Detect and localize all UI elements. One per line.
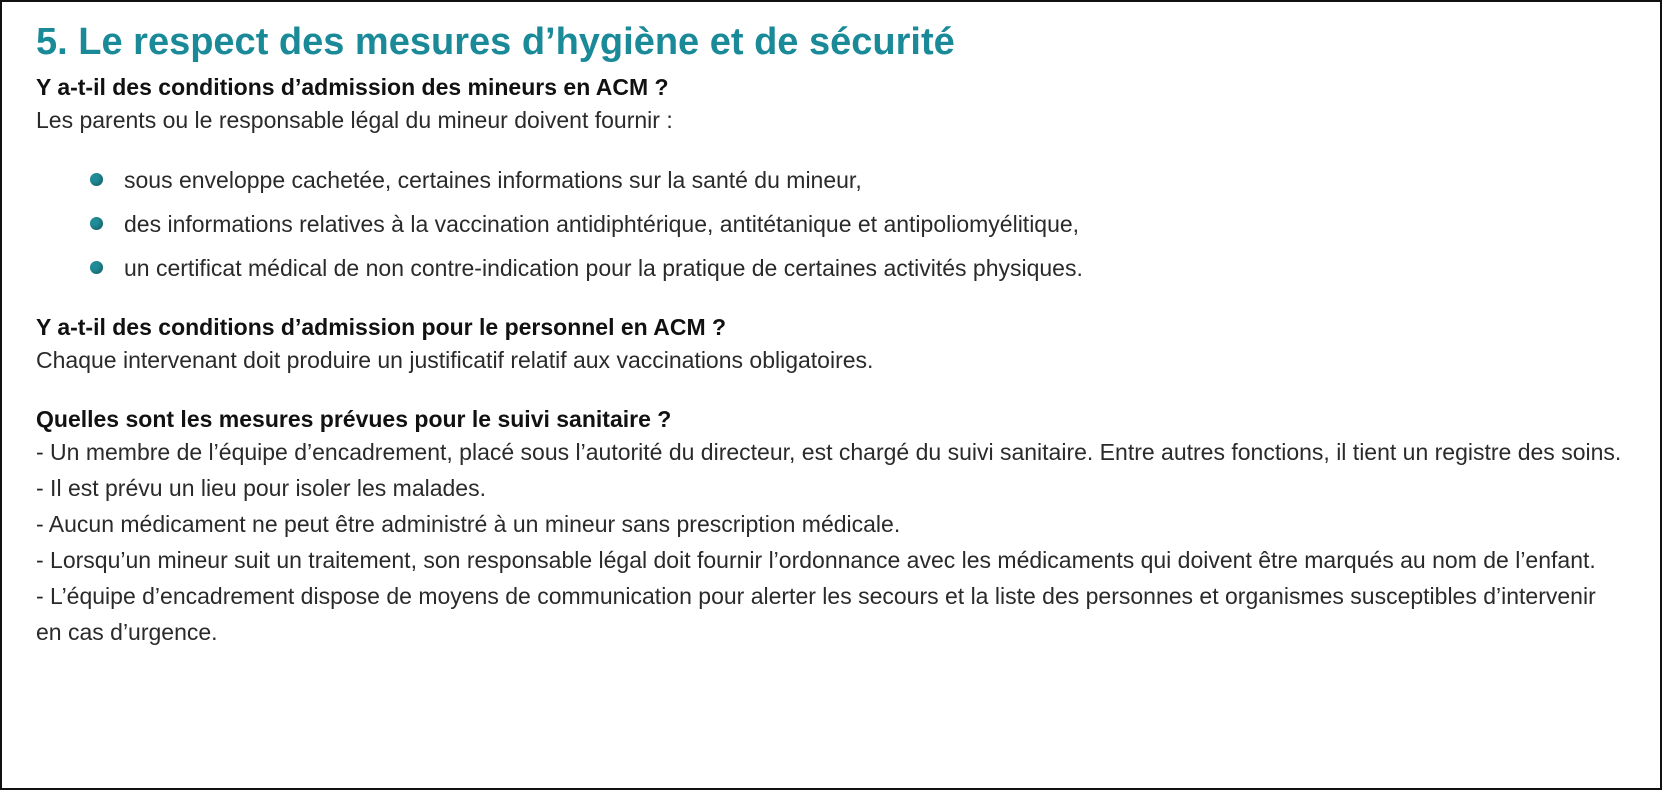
- section-title: 5. Le respect des mesures d’hygiène et de sécurité: [36, 21, 955, 63]
- health-measure-line: - Un membre de l’équipe d’encadrement, placé sous l’autorité du directeur, est chargé du suivi sanitaire. Entre autres fonctions, il tient un registre des soins.: [36, 439, 1622, 465]
- question-minors-heading: Y a-t-il des conditions d’admission des mineurs en ACM ?: [36, 74, 669, 100]
- question-staff-text: Chaque intervenant doit produire un justificatif relatif aux vaccinations obligatoires.: [36, 347, 874, 373]
- question-minors-intro: Les parents ou le responsable légal du mineur doivent fournir :: [36, 107, 673, 133]
- spacer: [36, 378, 1626, 404]
- list-item: [90, 202, 1626, 246]
- minors-requirements-list: [36, 158, 1626, 290]
- health-measure-line: - L’équipe d’encadrement dispose de moyens de communication pour alerter les secours et la liste des personnes et organismes susceptibles d’intervenir en cas d’urgence.: [36, 583, 1596, 645]
- list-item-text: des informations relatives à la vaccination antidiphtérique, antitétanique et antipoliomyélitique,: [124, 211, 1080, 237]
- health-measure-line: - Il est prévu un lieu pour isoler les malades.: [36, 475, 486, 501]
- list-item: [90, 246, 1626, 290]
- question-health-heading: Quelles sont les mesures prévues pour le suivi sanitaire ?: [36, 406, 672, 432]
- health-measure-line: - Lorsqu’un mineur suit un traitement, son responsable légal doit fournir l’ordonnance avec les médicaments qui doivent être marqués au nom de l’enfant.: [36, 547, 1596, 573]
- bullet-dot-icon: [90, 217, 103, 230]
- bullet-dot-icon: [90, 173, 103, 186]
- list-item-text: sous enveloppe cachetée, certaines informations sur la santé du mineur,: [124, 167, 862, 193]
- list-item: [90, 158, 1626, 202]
- question-staff-heading: Y a-t-il des conditions d’admission pour le personnel en ACM ?: [36, 314, 727, 340]
- bullet-dot-icon: [90, 261, 103, 274]
- health-measures-lines: [36, 434, 1626, 650]
- health-measure-line: - Aucun médicament ne peut être administré à un mineur sans prescription médicale.: [36, 511, 901, 537]
- list-item-text: un certificat médical de non contre-indication pour la pratique de certaines activités physiques.: [124, 255, 1083, 281]
